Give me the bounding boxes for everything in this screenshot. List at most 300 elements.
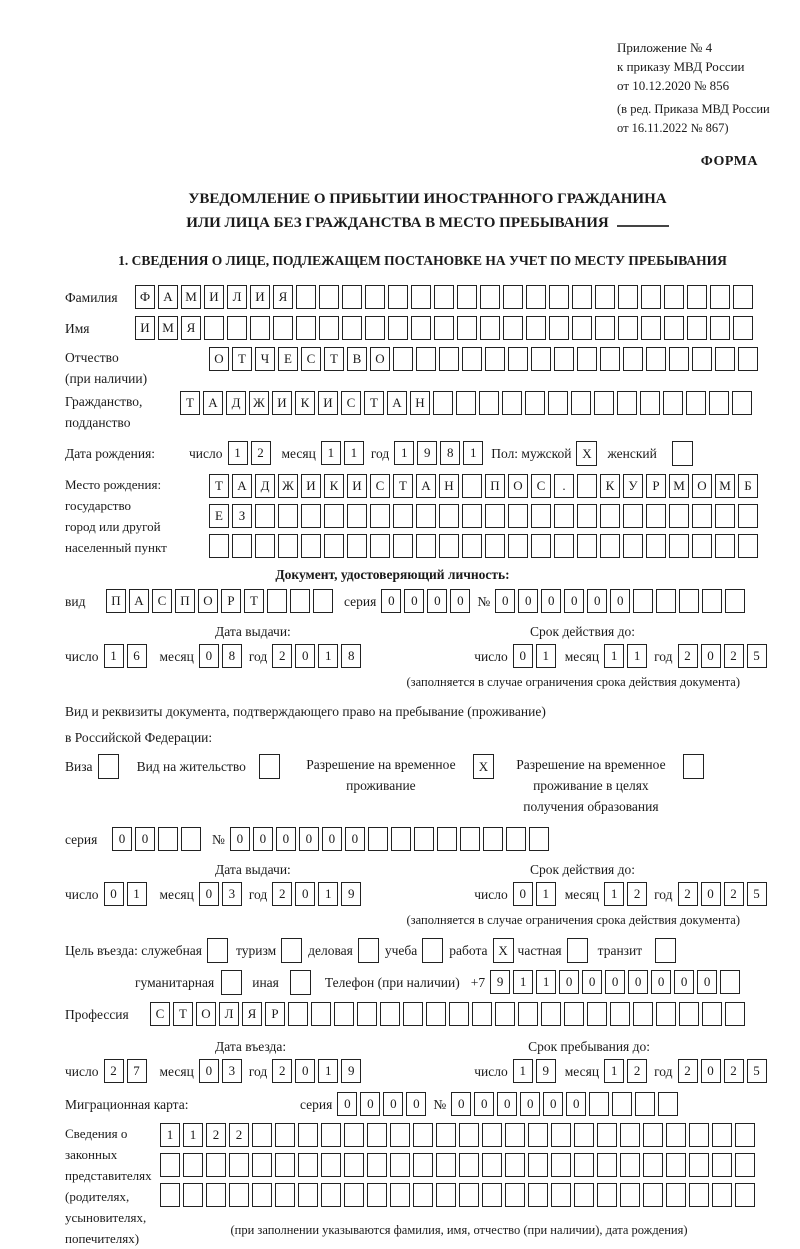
migration-series-cell[interactable]: 0 xyxy=(337,1092,357,1116)
birthplace-line2-cell[interactable] xyxy=(692,504,712,528)
doc-issue-year-cell[interactable]: 8 xyxy=(341,644,361,668)
doc-valid-day-cell[interactable]: 0 xyxy=(513,644,533,668)
profession-cell[interactable] xyxy=(288,1002,308,1026)
permit-valid-year-cell[interactable]: 2 xyxy=(678,882,698,906)
birthplace-line3-cell[interactable] xyxy=(531,534,551,558)
purpose-other-checkbox[interactable] xyxy=(290,970,311,995)
representatives-line3-cell[interactable] xyxy=(298,1183,318,1207)
phone-number-cell[interactable]: 1 xyxy=(536,970,556,994)
migration-number-cell[interactable]: 0 xyxy=(497,1092,517,1116)
surname-cell[interactable] xyxy=(480,285,500,309)
representatives-line3-cell[interactable] xyxy=(229,1183,249,1207)
phone-number-cell[interactable]: 0 xyxy=(697,970,717,994)
birthplace-line2-cell[interactable] xyxy=(393,504,413,528)
given-name-cell[interactable] xyxy=(319,316,339,340)
purpose-humanitarian-checkbox[interactable] xyxy=(221,970,242,995)
profession-cell[interactable] xyxy=(656,1002,676,1026)
representatives-line1-cell[interactable] xyxy=(735,1123,755,1147)
patronymic-cell[interactable]: В xyxy=(347,347,367,371)
representatives-line3-cell[interactable] xyxy=(183,1183,203,1207)
representatives-line1-cell[interactable] xyxy=(344,1123,364,1147)
representatives-line2-cell[interactable] xyxy=(183,1153,203,1177)
representatives-line2-cell[interactable] xyxy=(574,1153,594,1177)
birthplace-line2-cell[interactable] xyxy=(255,504,275,528)
citizenship-cell[interactable]: И xyxy=(272,391,292,415)
migration-number-cell[interactable]: 0 xyxy=(451,1092,471,1116)
surname-cell[interactable]: Л xyxy=(227,285,247,309)
citizenship-cell[interactable] xyxy=(594,391,614,415)
entry-year-cell[interactable]: 2 xyxy=(272,1059,292,1083)
visa-checkbox[interactable] xyxy=(98,754,119,779)
profession-cell[interactable] xyxy=(495,1002,515,1026)
representatives-line1-cell[interactable]: 2 xyxy=(229,1123,249,1147)
stay-year-cell[interactable]: 2 xyxy=(678,1059,698,1083)
birthplace-line2-cell[interactable] xyxy=(439,504,459,528)
doc-kind-cell[interactable]: С xyxy=(152,589,172,613)
migration-number-cell[interactable]: 0 xyxy=(543,1092,563,1116)
birthplace-line3-cell[interactable] xyxy=(255,534,275,558)
representatives-line2-cell[interactable] xyxy=(252,1153,272,1177)
representatives-line1-cell[interactable] xyxy=(298,1123,318,1147)
doc-kind-cell[interactable]: Т xyxy=(244,589,264,613)
birthplace-line1-cell[interactable]: А xyxy=(416,474,436,498)
birthplace-line3-cell[interactable] xyxy=(623,534,643,558)
temp-residence-checkbox[interactable]: X xyxy=(473,754,494,779)
permit-number-cell[interactable] xyxy=(506,827,526,851)
birth-year-cell[interactable]: 1 xyxy=(463,441,483,465)
purpose-transit-checkbox[interactable] xyxy=(655,938,676,963)
representatives-line3-cell[interactable] xyxy=(551,1183,571,1207)
doc-number-cell[interactable] xyxy=(679,589,699,613)
citizenship-cell[interactable]: Н xyxy=(410,391,430,415)
doc-valid-month-cell[interactable]: 1 xyxy=(627,644,647,668)
profession-cell[interactable] xyxy=(311,1002,331,1026)
permit-number-cell[interactable] xyxy=(391,827,411,851)
stay-month-cell[interactable]: 1 xyxy=(604,1059,624,1083)
doc-valid-year-cell[interactable]: 5 xyxy=(747,644,767,668)
migration-number-cell[interactable] xyxy=(658,1092,678,1116)
representatives-line2-cell[interactable] xyxy=(298,1153,318,1177)
birthplace-line3-cell[interactable] xyxy=(600,534,620,558)
patronymic-cell[interactable] xyxy=(577,347,597,371)
doc-series-cell[interactable]: 0 xyxy=(427,589,447,613)
entry-year-cell[interactable]: 1 xyxy=(318,1059,338,1083)
representatives-line2-cell[interactable] xyxy=(666,1153,686,1177)
stay-year-cell[interactable]: 5 xyxy=(747,1059,767,1083)
migration-number-cell[interactable]: 0 xyxy=(520,1092,540,1116)
surname-cell[interactable] xyxy=(319,285,339,309)
given-name-cell[interactable] xyxy=(388,316,408,340)
representatives-line2-cell[interactable] xyxy=(229,1153,249,1177)
given-name-cell[interactable] xyxy=(250,316,270,340)
surname-cell[interactable]: А xyxy=(158,285,178,309)
birthplace-line2-cell[interactable] xyxy=(370,504,390,528)
permit-issue-year-cell[interactable]: 0 xyxy=(295,882,315,906)
birthplace-line1-cell[interactable]: С xyxy=(370,474,390,498)
representatives-line2-cell[interactable] xyxy=(689,1153,709,1177)
representatives-line3-cell[interactable] xyxy=(712,1183,732,1207)
birthplace-line3-cell[interactable] xyxy=(324,534,344,558)
citizenship-cell[interactable]: Т xyxy=(364,391,384,415)
migration-number-cell[interactable] xyxy=(589,1092,609,1116)
temp-residence-edu-checkbox[interactable] xyxy=(683,754,704,779)
entry-day-cell[interactable]: 7 xyxy=(127,1059,147,1083)
doc-series-cell[interactable]: 0 xyxy=(404,589,424,613)
representatives-line1-cell[interactable] xyxy=(482,1123,502,1147)
profession-cell[interactable] xyxy=(518,1002,538,1026)
representatives-line1-cell[interactable] xyxy=(689,1123,709,1147)
surname-cell[interactable] xyxy=(710,285,730,309)
representatives-line2-cell[interactable] xyxy=(413,1153,433,1177)
permit-number-cell[interactable]: 0 xyxy=(322,827,342,851)
citizenship-cell[interactable] xyxy=(732,391,752,415)
citizenship-cell[interactable] xyxy=(617,391,637,415)
birthplace-line2-cell[interactable] xyxy=(600,504,620,528)
birthplace-line2-cell[interactable] xyxy=(646,504,666,528)
permit-issue-year-cell[interactable]: 2 xyxy=(272,882,292,906)
doc-kind-cell[interactable] xyxy=(313,589,333,613)
birthplace-line2-cell[interactable] xyxy=(278,504,298,528)
citizenship-cell[interactable] xyxy=(525,391,545,415)
birth-year-cell[interactable]: 1 xyxy=(394,441,414,465)
profession-cell[interactable]: Р xyxy=(265,1002,285,1026)
profession-cell[interactable]: О xyxy=(196,1002,216,1026)
permit-series-cell[interactable] xyxy=(158,827,178,851)
permit-issue-day-cell[interactable]: 0 xyxy=(104,882,124,906)
permit-valid-day-cell[interactable]: 1 xyxy=(536,882,556,906)
birthplace-line2-cell[interactable]: З xyxy=(232,504,252,528)
doc-number-cell[interactable] xyxy=(633,589,653,613)
representatives-line1-cell[interactable] xyxy=(528,1123,548,1147)
patronymic-cell[interactable]: Т xyxy=(232,347,252,371)
surname-cell[interactable]: Я xyxy=(273,285,293,309)
birthplace-line2-cell[interactable] xyxy=(554,504,574,528)
migration-number-cell[interactable] xyxy=(612,1092,632,1116)
patronymic-cell[interactable]: С xyxy=(301,347,321,371)
purpose-study-checkbox[interactable] xyxy=(422,938,443,963)
profession-cell[interactable] xyxy=(564,1002,584,1026)
surname-cell[interactable] xyxy=(365,285,385,309)
male-checkbox[interactable]: X xyxy=(576,441,597,466)
birthplace-line3-cell[interactable] xyxy=(209,534,229,558)
birthplace-line3-cell[interactable] xyxy=(232,534,252,558)
representatives-line1-cell[interactable] xyxy=(666,1123,686,1147)
permit-series-cell[interactable]: 0 xyxy=(112,827,132,851)
surname-cell[interactable] xyxy=(595,285,615,309)
patronymic-cell[interactable] xyxy=(439,347,459,371)
representatives-line1-cell[interactable]: 2 xyxy=(206,1123,226,1147)
surname-cell[interactable] xyxy=(687,285,707,309)
migration-number-cell[interactable]: 0 xyxy=(474,1092,494,1116)
migration-number-cell[interactable]: 0 xyxy=(566,1092,586,1116)
representatives-line3-cell[interactable] xyxy=(505,1183,525,1207)
representatives-line2-cell[interactable] xyxy=(597,1153,617,1177)
doc-kind-cell[interactable]: А xyxy=(129,589,149,613)
birthplace-line1-cell[interactable]: Т xyxy=(209,474,229,498)
representatives-line3-cell[interactable] xyxy=(160,1183,180,1207)
doc-valid-day-cell[interactable]: 1 xyxy=(536,644,556,668)
residence-permit-checkbox[interactable] xyxy=(259,754,280,779)
permit-valid-month-cell[interactable]: 2 xyxy=(627,882,647,906)
citizenship-cell[interactable]: Ж xyxy=(249,391,269,415)
representatives-line1-cell[interactable] xyxy=(275,1123,295,1147)
birthplace-line1-cell[interactable]: М xyxy=(669,474,689,498)
representatives-line1-cell[interactable] xyxy=(620,1123,640,1147)
doc-issue-month-cell[interactable]: 0 xyxy=(199,644,219,668)
entry-month-cell[interactable]: 3 xyxy=(222,1059,242,1083)
permit-number-cell[interactable] xyxy=(529,827,549,851)
birthplace-line2-cell[interactable] xyxy=(462,504,482,528)
surname-cell[interactable]: И xyxy=(204,285,224,309)
birthplace-line1-cell[interactable]: И xyxy=(347,474,367,498)
stay-day-cell[interactable]: 9 xyxy=(536,1059,556,1083)
phone-number-cell[interactable] xyxy=(720,970,740,994)
birthplace-line1-cell[interactable]: С xyxy=(531,474,551,498)
given-name-cell[interactable] xyxy=(549,316,569,340)
representatives-line3-cell[interactable] xyxy=(321,1183,341,1207)
profession-cell[interactable] xyxy=(610,1002,630,1026)
representatives-line3-cell[interactable] xyxy=(482,1183,502,1207)
patronymic-cell[interactable] xyxy=(738,347,758,371)
representatives-line2-cell[interactable] xyxy=(528,1153,548,1177)
birthplace-line2-cell[interactable] xyxy=(715,504,735,528)
representatives-line2-cell[interactable] xyxy=(390,1153,410,1177)
patronymic-cell[interactable] xyxy=(623,347,643,371)
entry-year-cell[interactable]: 9 xyxy=(341,1059,361,1083)
given-name-cell[interactable] xyxy=(733,316,753,340)
birthplace-line2-cell[interactable] xyxy=(577,504,597,528)
surname-cell[interactable] xyxy=(503,285,523,309)
birthplace-line2-cell[interactable] xyxy=(416,504,436,528)
patronymic-cell[interactable]: О xyxy=(370,347,390,371)
permit-valid-year-cell[interactable]: 2 xyxy=(724,882,744,906)
citizenship-cell[interactable] xyxy=(456,391,476,415)
citizenship-cell[interactable] xyxy=(686,391,706,415)
representatives-line2-cell[interactable] xyxy=(160,1153,180,1177)
permit-number-cell[interactable] xyxy=(483,827,503,851)
permit-number-cell[interactable]: 0 xyxy=(299,827,319,851)
representatives-line1-cell[interactable] xyxy=(505,1123,525,1147)
representatives-line2-cell[interactable] xyxy=(206,1153,226,1177)
representatives-line1-cell[interactable] xyxy=(390,1123,410,1147)
given-name-cell[interactable] xyxy=(526,316,546,340)
given-name-cell[interactable] xyxy=(457,316,477,340)
doc-valid-year-cell[interactable]: 0 xyxy=(701,644,721,668)
permit-issue-year-cell[interactable]: 9 xyxy=(341,882,361,906)
citizenship-cell[interactable]: Т xyxy=(180,391,200,415)
doc-kind-cell[interactable] xyxy=(290,589,310,613)
birthplace-line3-cell[interactable] xyxy=(692,534,712,558)
permit-number-cell[interactable] xyxy=(414,827,434,851)
given-name-cell[interactable] xyxy=(227,316,247,340)
birthplace-line3-cell[interactable] xyxy=(485,534,505,558)
profession-cell[interactable] xyxy=(403,1002,423,1026)
surname-cell[interactable] xyxy=(641,285,661,309)
doc-series-cell[interactable]: 0 xyxy=(450,589,470,613)
doc-number-cell[interactable]: 0 xyxy=(495,589,515,613)
birthplace-line1-cell[interactable]: О xyxy=(508,474,528,498)
patronymic-cell[interactable] xyxy=(531,347,551,371)
birthplace-line3-cell[interactable] xyxy=(738,534,758,558)
birthplace-line3-cell[interactable] xyxy=(577,534,597,558)
patronymic-cell[interactable]: Т xyxy=(324,347,344,371)
birthplace-line1-cell[interactable]: Р xyxy=(646,474,666,498)
representatives-line1-cell[interactable] xyxy=(321,1123,341,1147)
permit-number-cell[interactable] xyxy=(368,827,388,851)
birth-month-cell[interactable]: 1 xyxy=(344,441,364,465)
birthplace-line1-cell[interactable]: Б xyxy=(738,474,758,498)
profession-cell[interactable] xyxy=(357,1002,377,1026)
patronymic-cell[interactable] xyxy=(600,347,620,371)
phone-number-cell[interactable]: 9 xyxy=(490,970,510,994)
representatives-line1-cell[interactable]: 1 xyxy=(160,1123,180,1147)
permit-issue-month-cell[interactable]: 3 xyxy=(222,882,242,906)
migration-number-cell[interactable] xyxy=(635,1092,655,1116)
profession-cell[interactable] xyxy=(380,1002,400,1026)
surname-cell[interactable]: М xyxy=(181,285,201,309)
doc-number-cell[interactable] xyxy=(725,589,745,613)
given-name-cell[interactable] xyxy=(204,316,224,340)
profession-cell[interactable] xyxy=(541,1002,561,1026)
doc-number-cell[interactable]: 0 xyxy=(610,589,630,613)
permit-series-cell[interactable] xyxy=(181,827,201,851)
representatives-line2-cell[interactable] xyxy=(551,1153,571,1177)
phone-number-cell[interactable]: 0 xyxy=(628,970,648,994)
surname-cell[interactable]: И xyxy=(250,285,270,309)
given-name-cell[interactable] xyxy=(503,316,523,340)
permit-valid-day-cell[interactable]: 0 xyxy=(513,882,533,906)
given-name-cell[interactable] xyxy=(365,316,385,340)
surname-cell[interactable] xyxy=(526,285,546,309)
permit-number-cell[interactable]: 0 xyxy=(230,827,250,851)
surname-cell[interactable] xyxy=(434,285,454,309)
birthplace-line3-cell[interactable] xyxy=(439,534,459,558)
birthplace-line3-cell[interactable] xyxy=(301,534,321,558)
doc-valid-month-cell[interactable]: 1 xyxy=(604,644,624,668)
phone-number-cell[interactable]: 0 xyxy=(582,970,602,994)
representatives-line1-cell[interactable] xyxy=(574,1123,594,1147)
patronymic-cell[interactable]: О xyxy=(209,347,229,371)
patronymic-cell[interactable] xyxy=(646,347,666,371)
representatives-line3-cell[interactable] xyxy=(643,1183,663,1207)
birthplace-line2-cell[interactable] xyxy=(508,504,528,528)
birthplace-line1-cell[interactable]: К xyxy=(600,474,620,498)
patronymic-cell[interactable] xyxy=(715,347,735,371)
purpose-work-checkbox[interactable]: X xyxy=(493,938,514,963)
permit-issue-day-cell[interactable]: 1 xyxy=(127,882,147,906)
surname-cell[interactable] xyxy=(296,285,316,309)
profession-cell[interactable] xyxy=(334,1002,354,1026)
permit-valid-year-cell[interactable]: 5 xyxy=(747,882,767,906)
doc-issue-month-cell[interactable]: 8 xyxy=(222,644,242,668)
surname-cell[interactable] xyxy=(549,285,569,309)
given-name-cell[interactable] xyxy=(434,316,454,340)
birthplace-line1-cell[interactable]: А xyxy=(232,474,252,498)
surname-cell[interactable] xyxy=(411,285,431,309)
birthplace-line1-cell[interactable]: М xyxy=(715,474,735,498)
representatives-line1-cell[interactable] xyxy=(643,1123,663,1147)
surname-cell[interactable] xyxy=(572,285,592,309)
permit-series-cell[interactable]: 0 xyxy=(135,827,155,851)
birthplace-line3-cell[interactable] xyxy=(508,534,528,558)
phone-number-cell[interactable]: 0 xyxy=(605,970,625,994)
representatives-line3-cell[interactable] xyxy=(344,1183,364,1207)
profession-cell[interactable] xyxy=(633,1002,653,1026)
doc-issue-day-cell[interactable]: 1 xyxy=(104,644,124,668)
stay-day-cell[interactable]: 1 xyxy=(513,1059,533,1083)
doc-kind-cell[interactable]: П xyxy=(106,589,126,613)
birthplace-line2-cell[interactable] xyxy=(531,504,551,528)
birthplace-line3-cell[interactable] xyxy=(715,534,735,558)
representatives-line2-cell[interactable] xyxy=(367,1153,387,1177)
patronymic-cell[interactable] xyxy=(462,347,482,371)
patronymic-cell[interactable] xyxy=(669,347,689,371)
purpose-tourism-checkbox[interactable] xyxy=(281,938,302,963)
citizenship-cell[interactable]: А xyxy=(203,391,223,415)
citizenship-cell[interactable] xyxy=(479,391,499,415)
birthplace-line1-cell[interactable]: У xyxy=(623,474,643,498)
birthplace-line2-cell[interactable] xyxy=(301,504,321,528)
citizenship-cell[interactable]: Д xyxy=(226,391,246,415)
doc-number-cell[interactable]: 0 xyxy=(518,589,538,613)
birthplace-line2-cell[interactable]: Е xyxy=(209,504,229,528)
doc-number-cell[interactable]: 0 xyxy=(541,589,561,613)
birthplace-line1-cell[interactable]: Н xyxy=(439,474,459,498)
representatives-line2-cell[interactable] xyxy=(482,1153,502,1177)
representatives-line3-cell[interactable] xyxy=(597,1183,617,1207)
patronymic-cell[interactable] xyxy=(554,347,574,371)
doc-number-cell[interactable] xyxy=(656,589,676,613)
patronymic-cell[interactable] xyxy=(393,347,413,371)
birthplace-line3-cell[interactable] xyxy=(347,534,367,558)
birthplace-line3-cell[interactable] xyxy=(370,534,390,558)
birthplace-line1-cell[interactable]: Ж xyxy=(278,474,298,498)
permit-number-cell[interactable] xyxy=(460,827,480,851)
representatives-line1-cell[interactable]: 1 xyxy=(183,1123,203,1147)
doc-number-cell[interactable]: 0 xyxy=(587,589,607,613)
surname-cell[interactable] xyxy=(342,285,362,309)
citizenship-cell[interactable] xyxy=(502,391,522,415)
representatives-line3-cell[interactable] xyxy=(436,1183,456,1207)
citizenship-cell[interactable] xyxy=(548,391,568,415)
doc-kind-cell[interactable]: П xyxy=(175,589,195,613)
surname-cell[interactable] xyxy=(664,285,684,309)
representatives-line3-cell[interactable] xyxy=(574,1183,594,1207)
representatives-line3-cell[interactable] xyxy=(528,1183,548,1207)
representatives-line3-cell[interactable] xyxy=(666,1183,686,1207)
birth-month-cell[interactable]: 1 xyxy=(321,441,341,465)
phone-number-cell[interactable]: 0 xyxy=(651,970,671,994)
representatives-line1-cell[interactable] xyxy=(551,1123,571,1147)
surname-cell[interactable] xyxy=(618,285,638,309)
permit-issue-year-cell[interactable]: 1 xyxy=(318,882,338,906)
birthplace-line2-cell[interactable] xyxy=(623,504,643,528)
birthplace-line2-cell[interactable] xyxy=(324,504,344,528)
profession-cell[interactable]: Л xyxy=(219,1002,239,1026)
doc-issue-year-cell[interactable]: 2 xyxy=(272,644,292,668)
birthplace-line3-cell[interactable] xyxy=(278,534,298,558)
citizenship-cell[interactable]: К xyxy=(295,391,315,415)
profession-cell[interactable] xyxy=(679,1002,699,1026)
representatives-line1-cell[interactable] xyxy=(436,1123,456,1147)
birthplace-line2-cell[interactable] xyxy=(485,504,505,528)
permit-valid-year-cell[interactable]: 0 xyxy=(701,882,721,906)
birthplace-line3-cell[interactable] xyxy=(554,534,574,558)
doc-number-cell[interactable]: 0 xyxy=(564,589,584,613)
given-name-cell[interactable] xyxy=(595,316,615,340)
stay-year-cell[interactable]: 2 xyxy=(724,1059,744,1083)
representatives-line3-cell[interactable] xyxy=(252,1183,272,1207)
